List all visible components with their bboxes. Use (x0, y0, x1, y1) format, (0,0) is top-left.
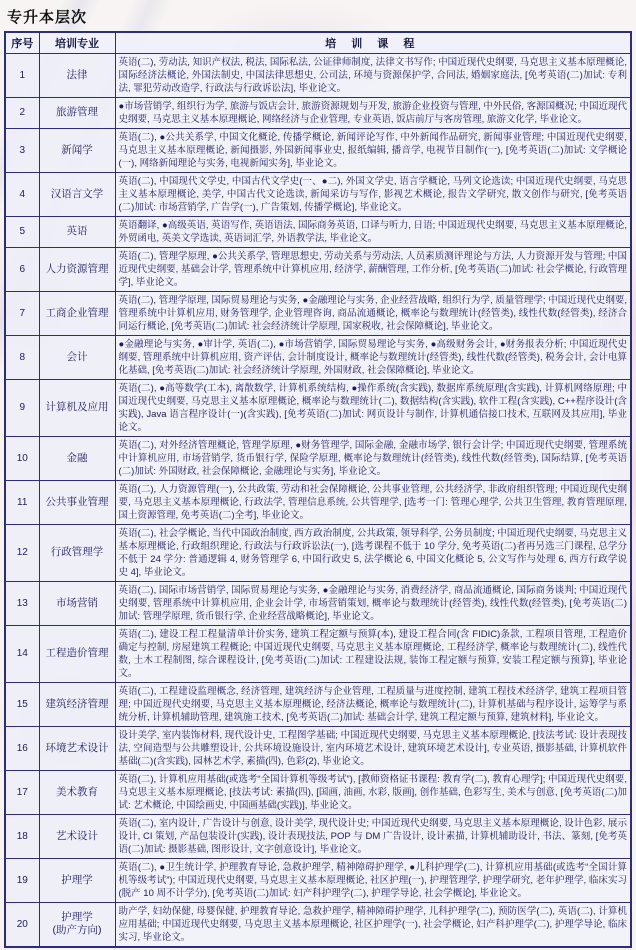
row-number: 14 (5, 625, 39, 682)
major-name: 公共事业管理 (39, 480, 115, 524)
page-title: 专升本层次 (7, 9, 88, 26)
courses-text: ●金融理论与实务, ●审计学, 英语(二), ●市场营销学, 国际贸易理论与实务, ●高级财务会计, ●财务报表分析; 中国近现代史纲要, 管理系统中计算机应用, 资产评估, 会计制度设计, 概率论与数理统计(经管类), 线性代数(经管类), 税务会计, 会计电算化基础, [免考英语(二)加试: 社会经济统计学原理, 外国财政, 社会保障概论], 毕业论文。 (115, 335, 631, 379)
table-row (5, 247, 631, 291)
table-row (5, 902, 631, 947)
courses-text: 英语(二), ●卫生统计学, 护理教育导论, 急救护理学, 精神障碍护理学, ●儿科护理学(二), 计算机应用基础(或选考“全国计算机等级考试”); 中国近现代史纲要, 马克思主义基本原理概论, 社区护理(一), 护理管理学, 护理学研究, 老年护理学, 临床实习(脱产 10 周不计学分), [免考英语(二)加试: 妇产科护理学(二), 护理学导论, 社会学概论], 毕业论文。 (115, 858, 631, 902)
courses-text: 英语(二), 室内设计, 广告设计与创意, 设计美学, 现代设计史; 中国近现代史纲要, 马克思主义基本原理概论, 设计色彩, 展示设计, CI 策划, 产品包装设计(实践), 设计表现技法, POP 与 DM 广告设计, 设计素描, 计算机辅助设计, 书法、篆刻, [免考英语(二)加试: 摄影基础, 图形设计, 文字创意设计], 毕业论文。 (115, 814, 631, 858)
row-number: 1 (5, 53, 39, 97)
courses-text: 英语(二), 劳动法, 知识产权法, 税法, 国际私法, 公证律师制度, 法律文书写作; 中国近现代史纲要, 马克思主义基本原理概论, 国际经济法概论, 外国法制史, 中国法律思想史, 公司法, 环境与资源保护学, 合同法, 婚姻家庭法, [免考英语(二)加试: 专利法, 罪犯劳动改造学, 行政法与行政诉讼法], 毕业论文。 (115, 53, 631, 97)
courses-text: 英语(二), 工程建设监理概念, 经济管理, 建筑经济与企业管理, 工程质量与进度控制, 建筑工程技术经济学, 建筑工程项目管理; 中国近现代史纲要, 马克思主义基本原理概论, 经济法概论, 概率论与数理统计(二), 计算机基础与程序设计, 运筹学与系统分析, 计算机辅助管理, 建筑施工技术, [免考英语(二)加试: 基础会计学, 建筑工程定额与预算, 建筑材料], 毕业论文。 (115, 682, 631, 726)
major-name: 英语 (39, 216, 115, 247)
row-number: 18 (5, 814, 39, 858)
major-name: 护理学 (39, 858, 115, 902)
courses-text: 英语(二), 国际市场营销学, 国际贸易理论与实务, ●金融理论与实务, 消费经济学, 商品流通概论, 国际商务谈判; 中国近现代史纲要, 管理系统中计算机应用, 企业会计学, 市场营销策划, 概率论与数理统计(经管类), 线性代数(经管类), [免考英语(二)加试: 管理学原理, 货币银行学, 企业经营战略概论], 毕业论文。 (115, 581, 631, 625)
table-row (5, 726, 631, 770)
table-row (5, 480, 631, 524)
major-name: 护理学 (助产方向) (39, 902, 115, 947)
row-number: 2 (5, 97, 39, 128)
courses-text: 英语(二), 对外经济管理概论, 管理学原理, ●财务管理学, 国际金融, 金融市场学, 银行会计学; 中国近现代史纲要, 管理系统中计算机应用, 市场营销学, 货币银行学, 保险学原理, 概率论与数理统计(经管类), 线性代数(经管类), 国际结算, [免考英语(二)加试: 外国财政, 社会保障概论, 金融理论与实务], 毕业论文。 (115, 436, 631, 480)
row-number: 7 (5, 291, 39, 335)
major-name: 美术教育 (39, 770, 115, 814)
table-row (5, 379, 631, 436)
training-courses-table (4, 31, 632, 948)
table-row (5, 436, 631, 480)
table-row (5, 216, 631, 247)
row-number: 13 (5, 581, 39, 625)
row-number: 6 (5, 247, 39, 291)
major-name: 市场营销 (39, 581, 115, 625)
table-row (5, 128, 631, 172)
courses-text: 英语(二), 计算机应用基础(或选考“全国计算机等级考试”), [教师资格证书课程: 教育学(二), 教育心理学]; 中国近现代史纲要, 马克思主义基本原理概论, [技法考试: 素描(四), [国画, 油画, 水彩, 版画], 创作基础, 色彩写生, 美术与创意, [免考英语(二)加试: 艺术概论, 中国绘画史, 中国画基础(实践)], 毕业论文。 (115, 770, 631, 814)
courses-text: 英语(二), 社会学概论, 当代中国政治制度, 西方政治制度, 公共政策, 领导科学, 公务员制度; 中国近现代史纲要, 马克思主义基本原理概论, 行政组织理论, 行政法与行政诉讼法(一), [选考课程不低于 10 学分, 免考英语(二)者再另选三门课程, 总学分不低于 24 学分: 普通逻辑 4, 财务管理学 6, 中国行政史 5, 法学概论 6, 中国文化概论 5, 公文写作与处理 6, 西方行政学说史 4], 毕业论文。 (115, 524, 631, 581)
major-name: 建筑经济管理 (39, 682, 115, 726)
major-name: 法律 (39, 53, 115, 97)
col-header-number: 序号 (5, 32, 39, 53)
major-name: 计算机及应用 (39, 379, 115, 436)
row-number: 12 (5, 524, 39, 581)
table-row (5, 524, 631, 581)
courses-text: 英语翻译, ●高级英语, 英语写作, 英语语法, 国际商务英语, 口译与听力, 日语; 中国近现代史纲要, 马克思主义基本原理概论, 外贸函电, 英美文学选读, 英语词汇学, 外语教学法, 毕业论文。 (115, 216, 631, 247)
major-name: 人力资源管理 (39, 247, 115, 291)
table-header (5, 32, 631, 53)
major-name: 旅游管理 (39, 97, 115, 128)
row-number: 3 (5, 128, 39, 172)
courses-text: 英语(二), 人力资源管理(一), 公共政策, 劳动和社会保障概论, 公共事业管理, 公共经济学, 非政府组织管理; 中国近现代史纲要, 马克思主义基本原理概论, 行政法学, 管理信息系统, 公共管理学, [选考一门: 管理心理学, 公共卫生管理, 教育管理原理, 国土资源管理, 免考英语(二)全考], 毕业论文。 (115, 480, 631, 524)
col-header-major: 培训专业 (39, 32, 115, 53)
courses-text: ●市场营销学, 组织行为学, 旅游与饭店会计, 旅游资源规划与开发, 旅游企业投资与管理, 中外民俗, 客源国概况; 中国近现代史纲要, 马克思主义基本原理概论, 网络经济与企业管理, 专业英语, 饭店前厅与客房管理, 旅游文化学, 毕业论文。 (115, 97, 631, 128)
courses-text: 英语(二), ●高等数学(工本), 离散数学, 计算机系统结构, ●操作系统(含实践), 数据库系统原理(含实践), 计算机网络原理; 中国近现代史纲要, 马克思主义基本原理概论, 概率论与数理统计(二), 数据结构(含实践), 软件工程(含实践), C++程序设计(含实践), Java 语言程序设计(一)(含实践), [免考英语(二)加试: 网页设计与制作, 计算机通信接口技术, 互联网及其应用], 毕业论文。 (115, 379, 631, 436)
table-row (5, 682, 631, 726)
major-name: 新闻学 (39, 128, 115, 172)
major-name: 工程造价管理 (39, 625, 115, 682)
courses-text: 英语(二), ●公共关系学, 中国文化概论, 传播学概论, 新闻评论写作, 中外新闻作品研究, 新闻事业管理; 中国近现代史纲要, 马克思主义基本原理概论, 新闻摄影, 外国新闻事业史, 报纸编辑, 播音学, 电视节目制作(一), [免考英语(二)加试: 文学概论(一), 网络新闻理论与实务, 电视新闻实务], 毕业论文。 (115, 128, 631, 172)
major-name: 金融 (39, 436, 115, 480)
major-name: 行政管理学 (39, 524, 115, 581)
row-number: 17 (5, 770, 39, 814)
row-number: 8 (5, 335, 39, 379)
row-number: 20 (5, 902, 39, 947)
courses-text: 英语(二), 中国现代文学史, 中国古代文学史(一、●二), 外国文学史, 语言学概论, 马列文论选读; 中国近现代史纲要, 马克思主义基本原理概论, 美学, 中国古代文论选读, 新闻采访与写作, 影视艺术概论, 报告文学研究, 散文创作与研究, [免考英语(二)加试: 市场营销学, 广告学(一), 广告策划, 传播学概论], 毕业论文。 (115, 172, 631, 216)
row-number: 19 (5, 858, 39, 902)
major-name: 工商企业管理 (39, 291, 115, 335)
row-number: 5 (5, 216, 39, 247)
major-name: 汉语言文学 (39, 172, 115, 216)
row-number: 15 (5, 682, 39, 726)
table-row (5, 291, 631, 335)
courses-text: 英语(二), 管理学原理, 国际贸易理论与实务, ●金融理论与实务, 企业经营战略, 组织行为学, 质量管理学; 中国近现代史纲要, 管理系统中计算机应用, 财务管理学, 企业管理咨询, 商品流通概论, 概率论与数理统计(经管类), 线性代数(经管类), 经济合同运行概论, [免考英语(二)加试: 社会经济统计学原理, 国家税收, 社会保障概论], 毕业论文。 (115, 291, 631, 335)
table-body (5, 53, 631, 947)
table-row (5, 770, 631, 814)
row-number: 16 (5, 726, 39, 770)
courses-text: 英语(二), 管理学原理, ●公共关系学, 管理思想史, 劳动关系与劳动法, 人员素质测评理论与方法, 人力资源开发与管理; 中国近现代史纲要, 基础会计学, 管理系统中计算机应用, 经济学, 薪酬管理, 工作分析, [免考英语(二)加试: 社会学概论, 行政管理学], 毕业论文。 (115, 247, 631, 291)
major-name: 会计 (39, 335, 115, 379)
table-row (5, 335, 631, 379)
table-row (5, 97, 631, 128)
courses-text: 助产学, 妇幼保健, 母婴保健, 护理教育导论, 急救护理学, 精神障碍护理学, 儿科护理学(二), 预防医学(二), 英语(二), 计算机应用基础; 中国近现代史纲要, 马克思主义基本原理概论, 社区护理学(一), 社会学概论, 妇产科护理学(二), 护理学导论, 临床实习, 毕业论文。 (115, 902, 631, 947)
row-number: 11 (5, 480, 39, 524)
row-number: 9 (5, 379, 39, 436)
table-row (5, 858, 631, 902)
table-row (5, 53, 631, 97)
courses-text: 设计美学, 室内装饰材料, 现代设计史, 工程图学基础; 中国近现代史纲要, 马克思主义基本原理概论, [技法考试: 设计表现技法, 空间造型与公共雕塑设计, 公共环境设施设计, 室内环境艺术设计, 建筑环境艺术设计], 专业英语, 摄影基础, 计算机软件基础(二)(含实践), 园林艺术学, 素描(四), 色彩(2), 毕业论文。 (115, 726, 631, 770)
table-row (5, 814, 631, 858)
table-row (5, 581, 631, 625)
header-row (5, 32, 631, 53)
col-header-courses: 培 训 课 程 (115, 32, 631, 53)
table-row (5, 625, 631, 682)
major-name: 环境艺术设计 (39, 726, 115, 770)
row-number: 10 (5, 436, 39, 480)
major-name: 艺术设计 (39, 814, 115, 858)
table-row (5, 172, 631, 216)
row-number: 4 (5, 172, 39, 216)
courses-text: 英语(二), 建设工程工程量清单计价实务, 建筑工程定额与预算(本), 建设工程合同(含 FIDIC)条款, 工程项目管理, 工程造价确定与控制, 房屋建筑工程概论; 中国近现代史纲要, 马克思主义基本原理概论, 工程经济学, 概率论与数理统计(二), 线性代数, 土木工程制图, 综合课程设计, [免考英语(二)加试: 工程建设法规, 装饰工程定额与预算, 安装工程定额与预算], 毕业论文。 (115, 625, 631, 682)
